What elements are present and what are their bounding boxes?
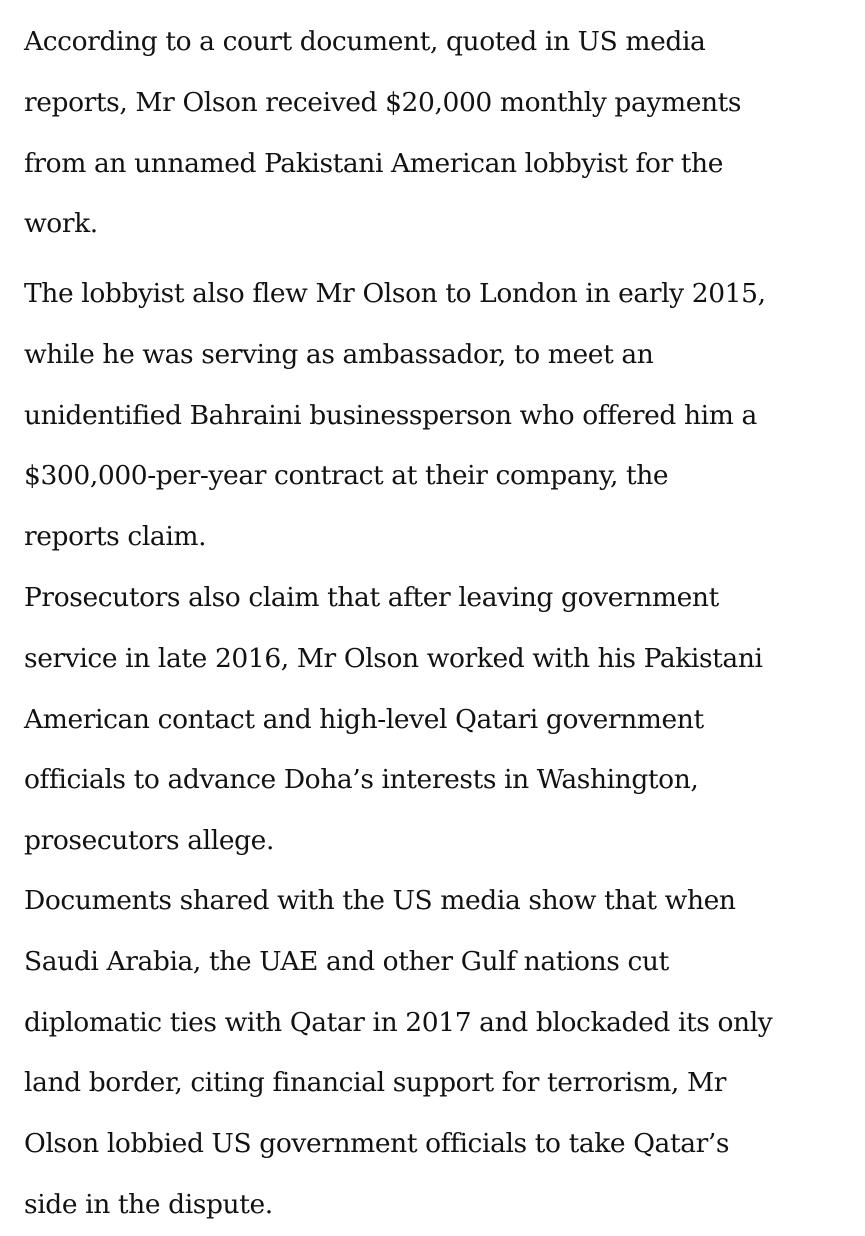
paragraph-prosecutors <box>24 568 763 872</box>
text-line: from an unnamed Pakistani American lobbyist for the <box>24 147 724 179</box>
text-line: According to a court document, quoted in US media <box>24 26 706 57</box>
text-line: The lobbyist also flew Mr Olson to London in early 2015, <box>24 278 766 309</box>
text-line: Olson lobbied US government officials to take Qatar’s <box>24 1128 730 1160</box>
text-line: reports, Mr Olson received $20,000 monthly payments <box>24 86 742 118</box>
text-line: Documents shared with the US media show that when <box>24 885 736 916</box>
paragraph-payments <box>24 12 741 255</box>
text-line: land border, citing financial support for terrorism, Mr <box>24 1067 726 1099</box>
paragraph-london-trip <box>24 264 766 568</box>
paragraph-blockade <box>24 871 772 1236</box>
text-line: officials to advance Doha’s interests in Washington, <box>24 764 699 796</box>
text-line: American contact and high-level Qatari government <box>24 703 704 735</box>
text-line: service in late 2016, Mr Olson worked with his Pakistani <box>24 642 763 674</box>
text-line: side in the dispute. <box>24 1188 273 1220</box>
text-line: while he was serving as ambassador, to meet an <box>24 338 654 370</box>
text-line: unidentified Bahraini businessperson who offered him a <box>24 399 757 431</box>
text-line: $300,000-per-year contract at their company, the <box>24 460 669 492</box>
text-line: Saudi Arabia, the UAE and other Gulf nations cut <box>24 945 669 977</box>
text-line: prosecutors allege. <box>24 825 274 857</box>
text-line: diplomatic ties with Qatar in 2017 and blockaded its only <box>24 1006 773 1038</box>
text-line: Prosecutors also claim that after leaving government <box>24 582 719 613</box>
text-line: work. <box>24 208 98 240</box>
text-line: reports claim. <box>24 521 207 553</box>
